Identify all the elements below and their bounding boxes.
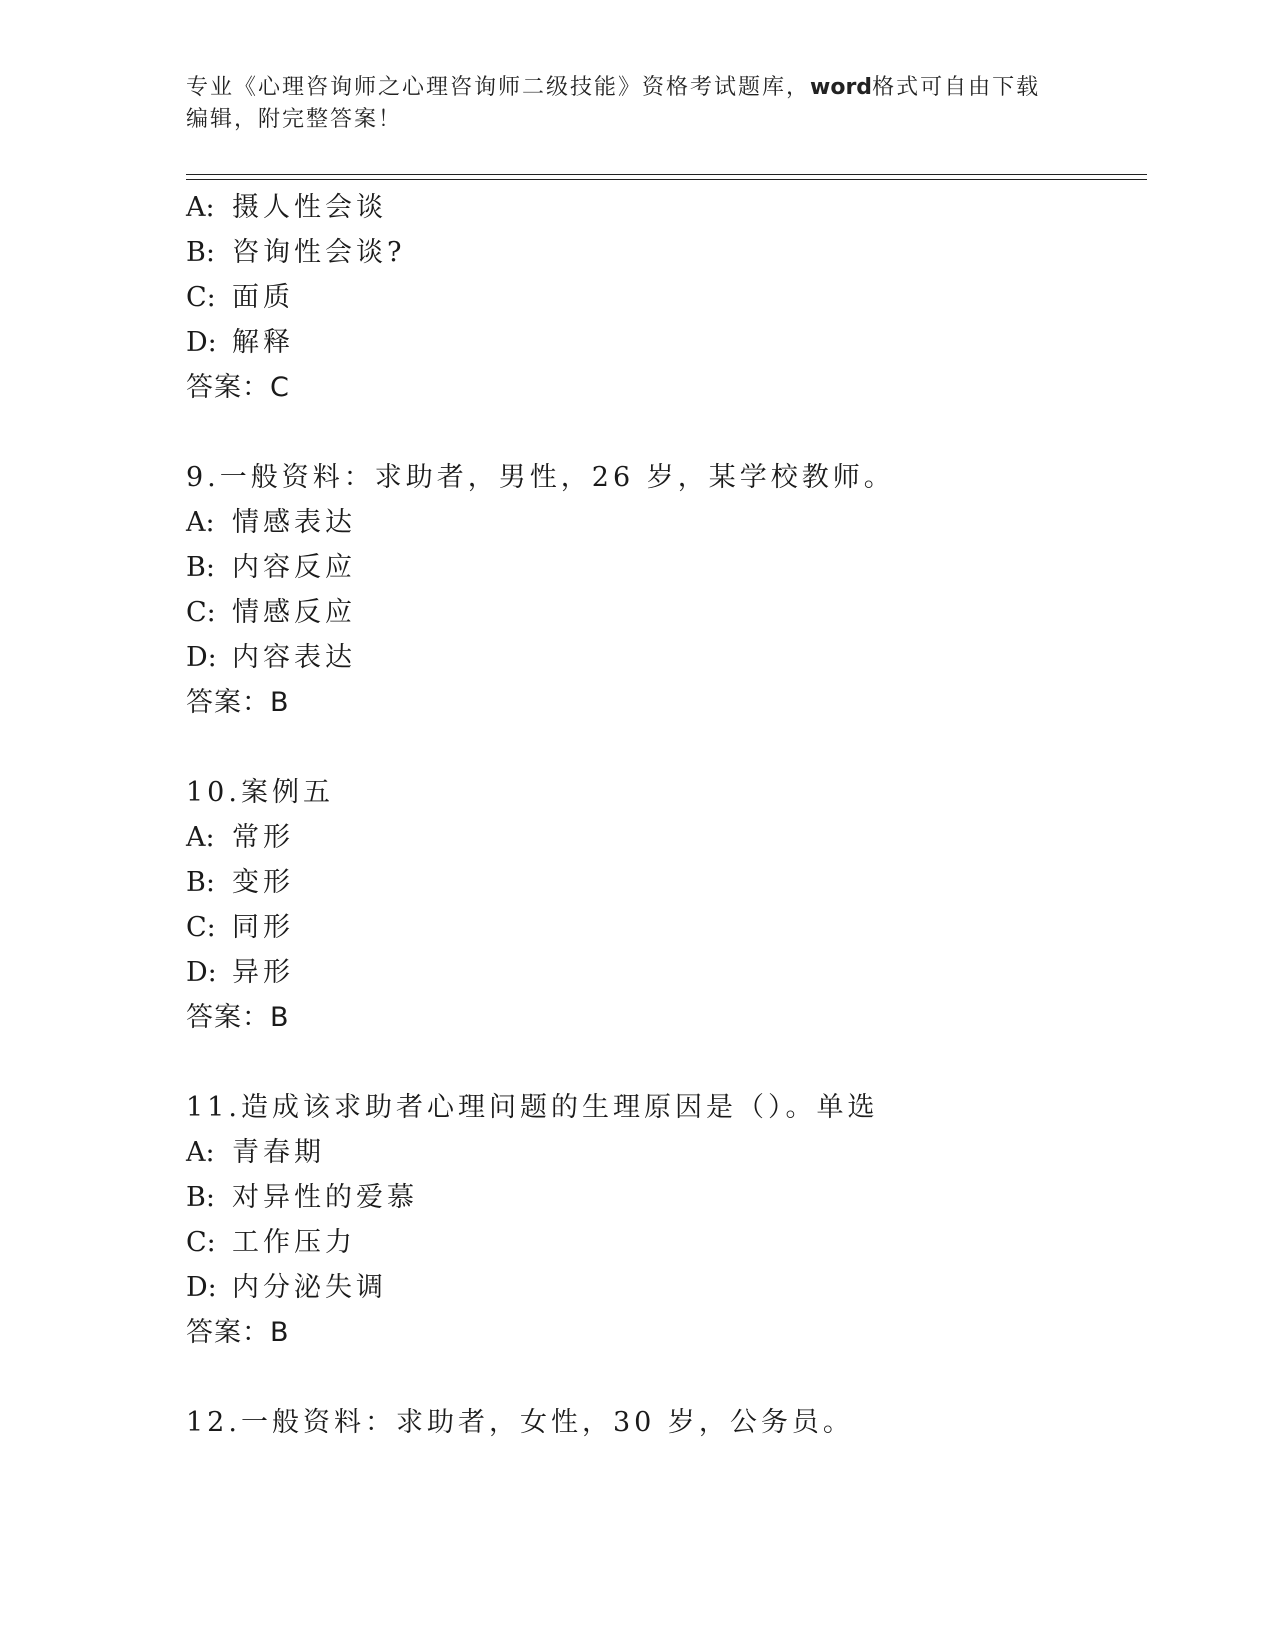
option-b [186,865,294,901]
option-key: A: [186,822,215,853]
option-key: B: [186,237,215,268]
option-text: 面质 [232,282,294,313]
option-text: 常形 [232,822,294,853]
option-text: 异形 [232,957,294,988]
option-text: 咨询性会谈? [232,237,406,268]
option-d [186,1270,387,1306]
option-text: 变形 [232,867,294,898]
option-c [186,595,356,631]
option-key: A: [186,192,215,223]
option-a [186,190,387,226]
option-key: D: [186,1272,217,1303]
option-b [186,1180,418,1216]
option-key: A: [186,507,215,538]
answer-line: 答案：B [186,687,290,718]
option-text: 情感表达 [232,507,356,538]
option-b [186,550,356,586]
option-d [186,640,356,676]
question-11: 11.造成该求助者心理问题的生理原因是（）。单选 [186,1092,879,1123]
header-line-1-bold: word [810,75,873,100]
option-text: 内容表达 [232,642,356,673]
answer-line: 答案：C [186,372,290,403]
option-text: 对异性的爱慕 [232,1182,418,1213]
option-key: C: [186,282,216,313]
option-text: 内容反应 [232,552,356,583]
answer-line: 答案：B [186,1002,290,1033]
header-line-1-suffix: 格式可自由下载 [872,75,1041,100]
option-key: B: [186,867,215,898]
question-9: 9.一般资料：求助者，男性，26 岁，某学校教师。 [186,462,895,493]
option-key: D: [186,957,217,988]
document-header [186,72,1086,136]
answer-line: 答案：B [186,1317,290,1348]
option-a [186,505,356,541]
option-text: 同形 [232,912,294,943]
header-divider-bottom [186,179,1147,180]
option-text: 摄人性会谈 [232,192,387,223]
option-text: 情感反应 [232,597,356,628]
option-key: D: [186,327,217,358]
option-key: C: [186,1227,216,1258]
option-key: B: [186,1182,215,1213]
option-c [186,1225,356,1261]
option-a [186,1135,325,1171]
option-key: C: [186,912,216,943]
option-text: 内分泌失调 [232,1272,387,1303]
question-10: 10.案例五 [186,777,334,808]
option-text: 青春期 [232,1137,325,1168]
header-divider-top [186,174,1147,175]
option-text: 工作压力 [232,1227,356,1258]
option-a [186,820,294,856]
option-key: A: [186,1137,215,1168]
option-d [186,955,294,991]
question-12: 12.一般资料：求助者，女性，30 岁，公务员。 [186,1407,854,1438]
header-line-1-prefix: 专业《心理咨询师之心理咨询师二级技能》资格考试题库， [186,75,811,100]
option-c [186,910,294,946]
option-c [186,280,294,316]
header-line-1 [186,72,1086,104]
option-key: C: [186,597,216,628]
option-key: D: [186,642,217,673]
option-b [186,235,405,271]
option-key: B: [186,552,215,583]
header-line-2: 编辑，附完整答案！ [186,107,403,132]
option-d [186,325,294,361]
option-text: 解释 [232,327,294,358]
